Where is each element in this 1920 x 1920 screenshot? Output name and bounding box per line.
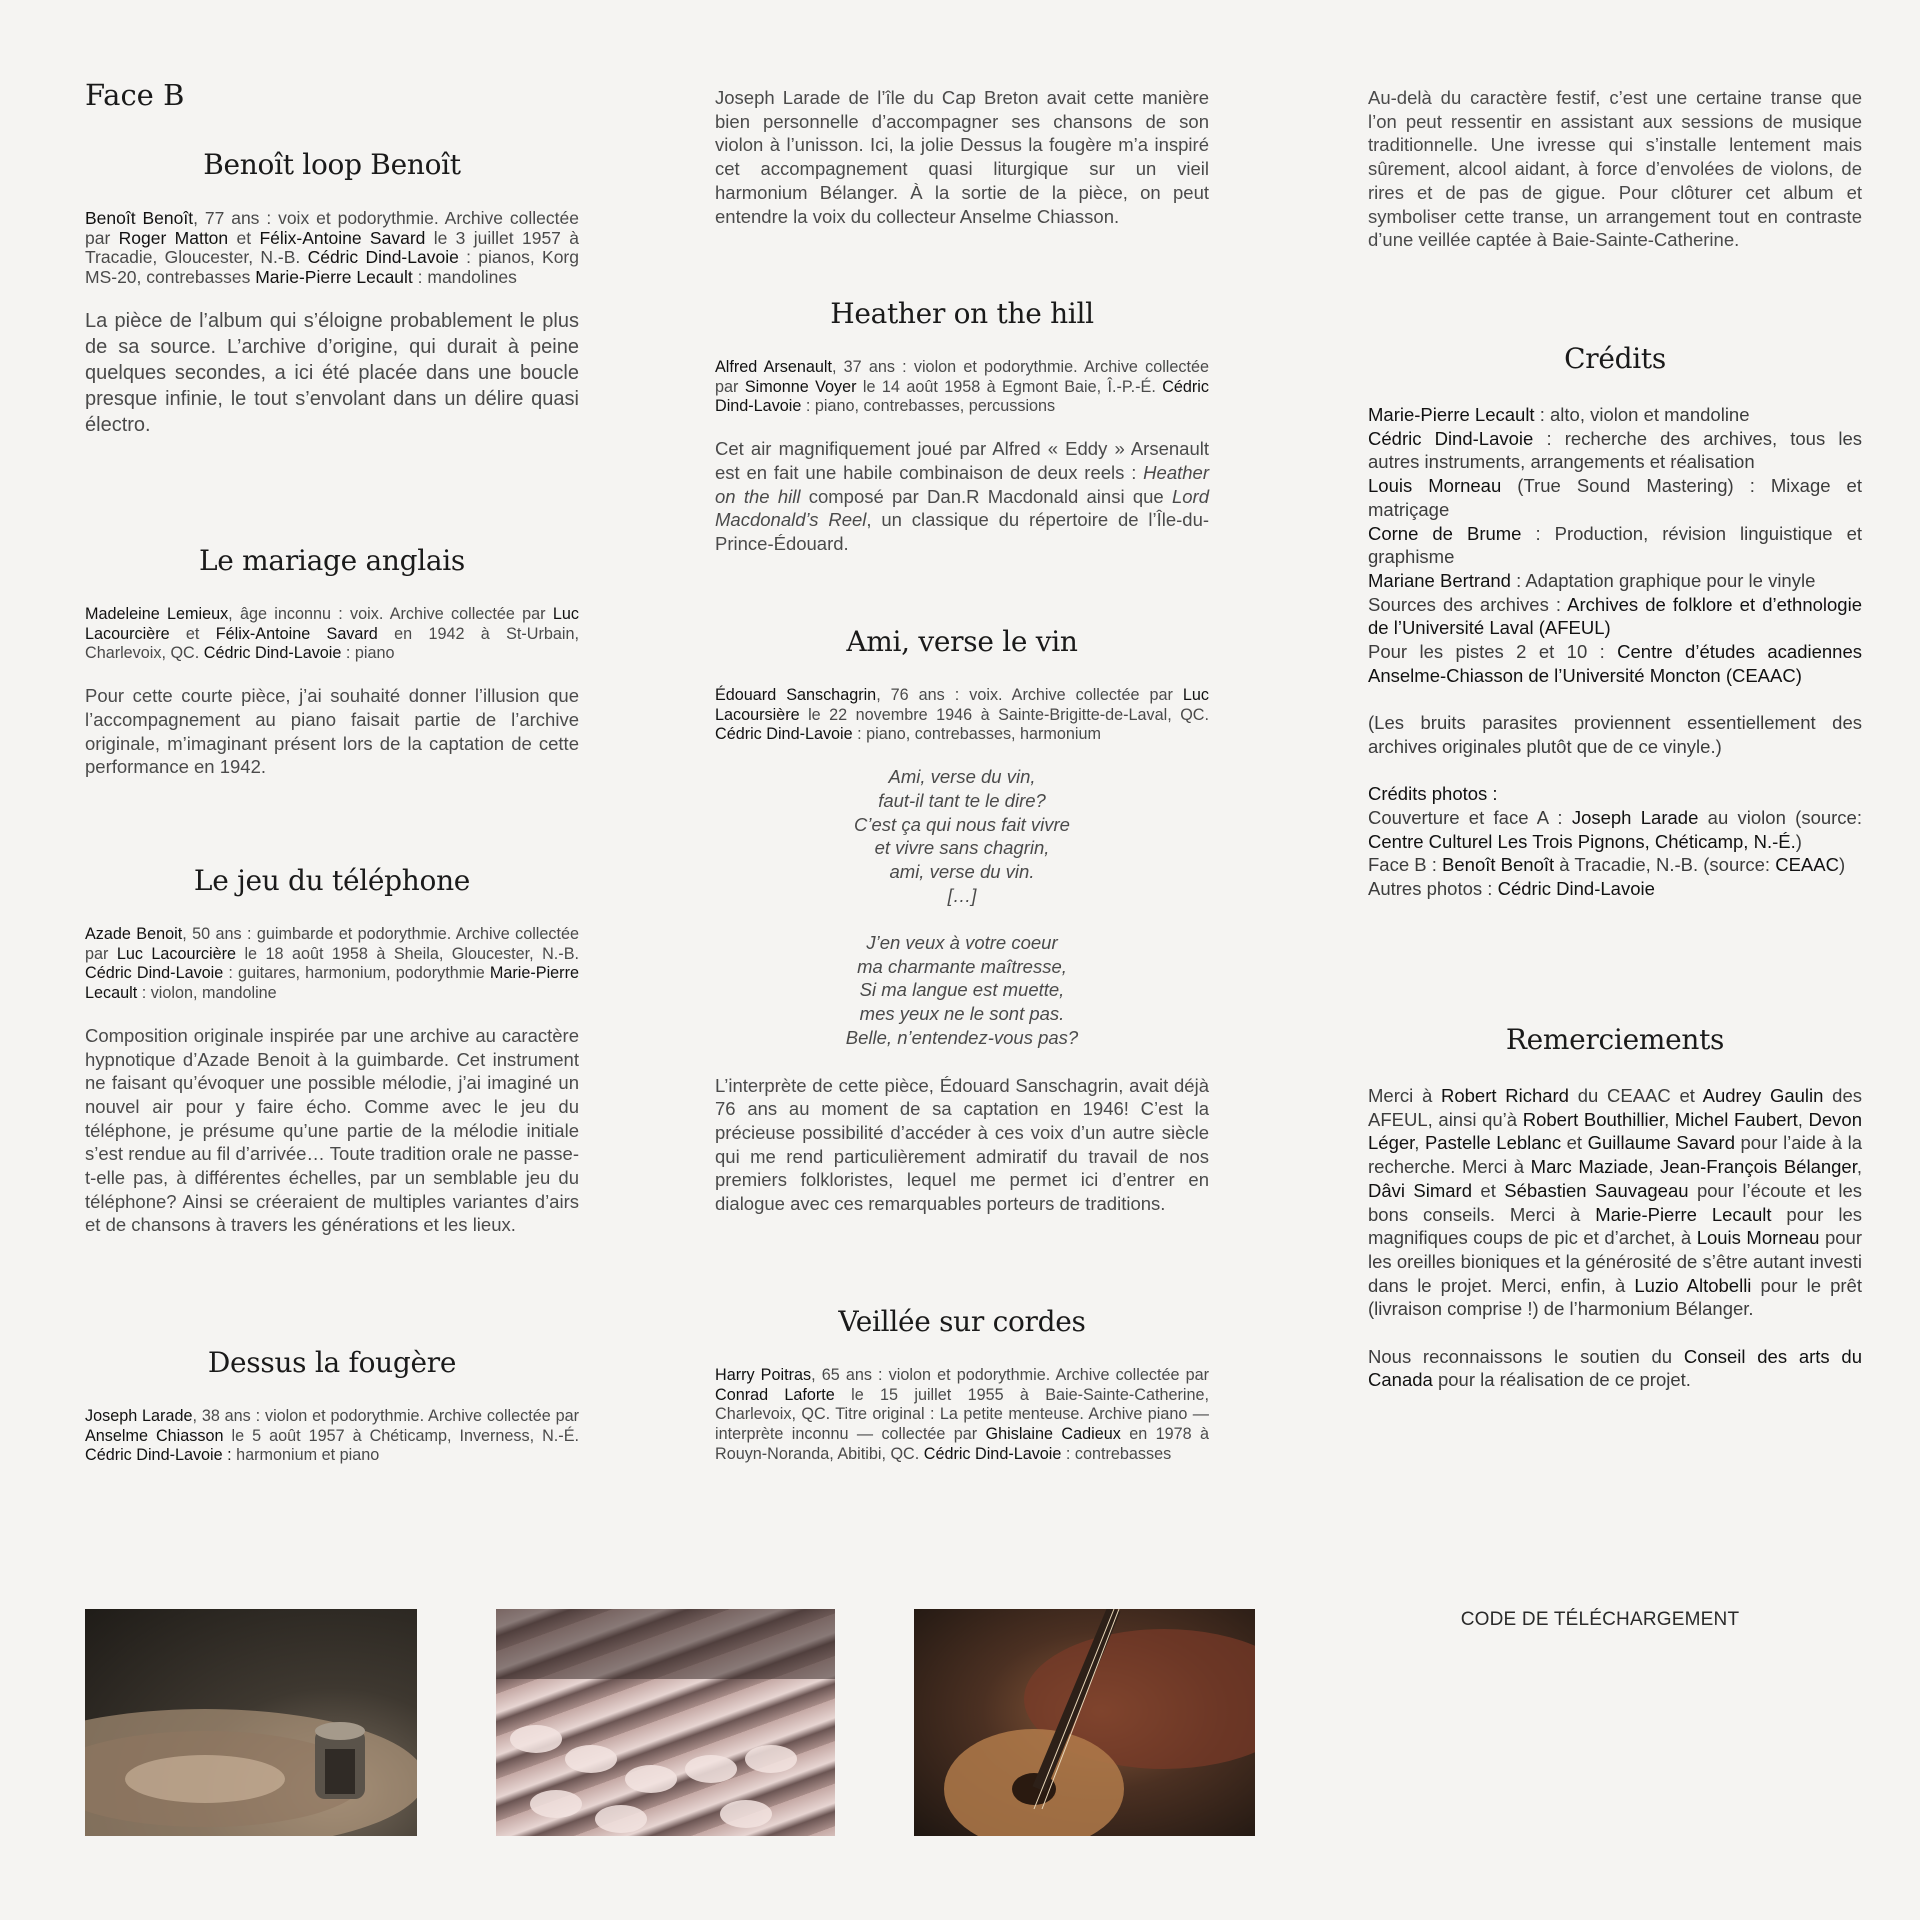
track-title: Ami, verse le vin bbox=[846, 625, 1078, 658]
lyric-line: mes yeux ne le sont pas. bbox=[859, 1003, 1065, 1025]
paragraph: Corne de Brume : Production, révision linguistique et graphisme bbox=[1368, 522, 1862, 568]
paragraph: Cédric Dind-Lavoie : recherche des archives, tous les autres instruments, arrangements et réalisation bbox=[1368, 427, 1863, 473]
track-meta: Azade Benoit, 50 ans : guimbarde et podorythmie. Archive collectée par Luc Lacourcière le 18 août 1958 à Sheila, Gloucester, N.-B. Cédric Dind-Lavoie : guitares, harmonium, podorythmie Marie-Pierre Lecault : violon, mandoline bbox=[85, 925, 579, 1003]
paragraph: Louis Morneau (True Sound Mastering) : Mixage et matriçage bbox=[1368, 475, 1862, 520]
paragraph: Couverture et face A : Joseph Larade au violon (source: Centre Culturel Les Trois Pignons, Chéticamp, N.-É.) bbox=[1368, 806, 1862, 852]
lyric-line: Ami, verse du vin, bbox=[888, 766, 1036, 788]
track-veillee-sur-cordes bbox=[715, 1305, 1209, 1485]
paragraph: Marie-Pierre Lecault : alto, violon et mandoline bbox=[1368, 404, 1750, 425]
credits-body bbox=[1368, 403, 1862, 901]
lyric-line: ma charmante maîtresse, bbox=[857, 955, 1067, 977]
track-title: Benoît loop Benoît bbox=[203, 148, 461, 181]
track-meta: Harry Poitras, 65 ans : violon et podorythmie. Archive collectée par Conrad Laforte le 15 juillet 1955 à Baie-Sainte-Catherine, Charlevoix, QC. Titre original : La petite menteuse. Archive piano — interprète inconnu — collectée par Ghislaine Cadieux en 1978 à Rouyn-Noranda, Abitibi, QC. Cédric Dind-Lavoie : contrebasses bbox=[715, 1366, 1210, 1463]
track-dessus-fougere-description bbox=[715, 86, 1209, 228]
side-label: Face B bbox=[85, 78, 185, 112]
tape-reel-photo bbox=[85, 1609, 417, 1836]
paragraph: Nous reconnaissons le soutien du Conseil des arts du Canada pour la réalisation de ce projet. bbox=[1368, 1345, 1862, 1391]
paragraph: Merci à Robert Richard du CEAAC et Audrey Gaulin des AFEUL, ainsi qu’à Robert Bouthillier, Michel Faubert, Devon Léger, Pastelle Leblanc et Guillaume Savard pour l’aide à la recherche. Merci à Marc Maziade, Jean-François Bélanger, Dâvi Simard et Sébastien Sauvageau pour l’écoute et les bons conseils. Merci à Marie-Pierre Lecault pour les magnifiques coups de pic et d’archet, à Louis Morneau pour les oreilles bioniques et la générosité de s’être autant investi dans le projet. Merci, enfin, à Luzio Altobelli pour le prêt (livraison comprise !) de l’harmonium Bélanger. bbox=[1368, 1085, 1863, 1320]
track-description: Composition originale inspirée par une archive au caractère hypnotique d’Azade Benoit à la guimbarde. Cet instrument ne faisant qu’évoquer une possible mélodie, j’ai imaginé un nouvel air pour y faire écho. Comme avec le jeu du téléphone, je présume qu’une partie de la mélodie initiale s’est rendue au fil d’arrivée… Toute tradition orale ne passe-t-elle pas, à différentes échelles, par un semblable jeu du téléphone? Ainsi se créeraient de multiples variantes d’airs et de chansons à travers les générations et les lieux. bbox=[85, 1024, 579, 1236]
credits-title: Crédits bbox=[1564, 342, 1666, 375]
lyric-line: et vivre sans chagrin, bbox=[874, 837, 1050, 859]
paragraph: Crédits photos : bbox=[1368, 783, 1498, 805]
paragraph: Pour les pistes 2 et 10 : Centre d’études acadiennes Anselme-Chiasson de l’Université Moncton (CEAAC) bbox=[1368, 641, 1862, 686]
track-description: Au-delà du caractère festif, c’est une certaine transe que l’on peut ressentir en assistant aux sessions de musique traditionnelle. Une ivresse qui s’installe lentement mais sûrement, alcool aidant, à force d’envolées de violons, de rires et de pas de gigue. Pour clôturer cet album et symboliser cette transe, un arrangement tout en contraste d’une veillée captée à Baie-Sainte-Catherine. bbox=[1368, 87, 1862, 251]
track-meta: Édouard Sanschagrin, 76 ans : voix. Archive collectée par Luc Lacoursière le 22 novembre 1946 à Sainte-Brigitte-de-Laval, QC. Cédric Dind-Lavoie : piano, contrebasses, harmonium bbox=[715, 686, 1209, 744]
thanks-title: Remerciements bbox=[1505, 1023, 1725, 1056]
lyric-line: J’en veux à votre coeur bbox=[866, 932, 1058, 954]
lyric-line: ami, verse du vin. bbox=[889, 860, 1035, 882]
track-jeu-telephone bbox=[85, 864, 579, 1237]
track-title: Dessus la fougère bbox=[207, 1346, 457, 1379]
mandolin-photo bbox=[914, 1609, 1255, 1836]
credits-section bbox=[1368, 342, 1862, 901]
track-mariage-anglais bbox=[85, 544, 579, 779]
track-ami-verse-le-vin bbox=[715, 625, 1209, 1216]
track-description: Joseph Larade de l’île du Cap Breton avait cette manière bien personnelle d’accompagner ses chansons de son violon à l’unisson. Ici, la jolie Dessus la fougère m’a inspiré cet accompagnement quasi liturgique sur un vieil harmonium Bélanger. À la sortie de la pièce, on peut entendre la voix du collecteur Anselme Chiasson. bbox=[715, 87, 1209, 227]
lyric-line: […] bbox=[947, 884, 977, 906]
track-description: Pour cette courte pièce, j’ai souhaité donner l’illusion que l’accompagnement au piano faisait partie de l’archive originale, m’imaginant présent lors de la captation de cette performance en 1942. bbox=[85, 685, 579, 778]
thanks-section bbox=[1368, 1023, 1862, 1392]
paragraph: Sources des archives : Archives de folklore et d’ethnologie de l’Université Laval (AFEUL) bbox=[1368, 593, 1862, 639]
song-lyrics bbox=[715, 765, 1209, 1049]
track-meta: Benoît Benoît, 77 ans : voix et podorythmie. Archive collectée par Roger Matton et Félix-Antoine Savard le 3 juillet 1957 à Tracadie, Gloucester, N.-B. Cédric Dind-Lavoie : pianos, Korg MS-20, contrebasses Marie-Pierre Lecault : mandolines bbox=[85, 208, 579, 288]
download-code-label: CODE DE TÉLÉCHARGEMENT bbox=[1460, 1609, 1740, 1630]
paragraph: Autres photos : Cédric Dind-Lavoie bbox=[1368, 878, 1655, 900]
track-veillee-description bbox=[1368, 86, 1862, 252]
track-title: Le mariage anglais bbox=[199, 544, 465, 577]
track-meta: Madeleine Lemieux, âge inconnu : voix. Archive collectée par Luc Lacourcière et Félix-Antoine Savard en 1942 à St-Urbain, Charlevoix, QC. Cédric Dind-Lavoie : piano bbox=[85, 605, 579, 663]
lyric-line: faut-il tant te le dire? bbox=[878, 789, 1046, 811]
track-description: Cet air magnifiquement joué par Alfred « Eddy » Arsenault est en fait une habile combinaison de deux reels : Heather on the hill composé par Dan.R Macdonald ainsi que Lord Macdonald’s Reel, un classique du répertoire de l’Île-du-Prince-Édouard. bbox=[715, 438, 1210, 554]
piano-hammers-photo bbox=[496, 1609, 835, 1836]
thanks-body bbox=[1368, 1084, 1862, 1392]
lyric-line bbox=[715, 907, 1209, 931]
track-meta: Joseph Larade, 38 ans : violon et podorythmie. Archive collectée par Anselme Chiasson le 5 août 1957 à Chéticamp, Inverness, N.-É. Cédric Dind-Lavoie : harmonium et piano bbox=[85, 1407, 579, 1465]
track-title: Veillée sur cordes bbox=[838, 1305, 1086, 1338]
track-description: La pièce de l’album qui s’éloigne probablement le plus de sa source. L’archive d’origine, qui durait à peine quelques secondes, a ici été placée dans une boucle presque infinie, le tout s’envolant dans un délire quasi électro. bbox=[85, 309, 579, 436]
track-description: L’interprète de cette pièce, Édouard Sanschagrin, avait déjà 76 ans au moment de sa captation en 1946! C’est la précieuse possibilité d’accéder à ces voix d’un autre siècle qui me rend particulièrement admiratif du travail de nos premiers folkloristes, lequel me permet ici d’entrer en dialogue avec ces remarquables porteurs de traditions. bbox=[715, 1074, 1209, 1215]
lyric-line: Si ma langue est muette, bbox=[859, 979, 1065, 1001]
paragraph: (Les bruits parasites proviennent essentiellement des archives originales plutôt que de ce vinyle.) bbox=[1368, 712, 1862, 757]
paragraph: Mariane Bertrand : Adaptation graphique pour le vinyle bbox=[1368, 569, 1816, 591]
lyric-line: C’est ça qui nous fait vivre bbox=[854, 813, 1070, 835]
track-title: Heather on the hill bbox=[830, 297, 1094, 330]
track-meta: Alfred Arsenault, 37 ans : violon et podorythmie. Archive collectée par Simonne Voyer le 14 août 1958 à Egmont Baie, Î.-P.-É. Cédric Dind-Lavoie : piano, contrebasses, percussions bbox=[715, 358, 1210, 416]
paragraph: Face B : Benoît Benoît à Tracadie, N.-B. (source: CEAAC) bbox=[1368, 854, 1846, 876]
track-heather-on-the-hill bbox=[715, 297, 1209, 556]
track-benoit-loop bbox=[85, 148, 579, 438]
lyric-line: Belle, n’entendez-vous pas? bbox=[845, 1026, 1079, 1048]
track-dessus-fougere bbox=[85, 1346, 579, 1486]
track-title: Le jeu du téléphone bbox=[193, 864, 471, 897]
